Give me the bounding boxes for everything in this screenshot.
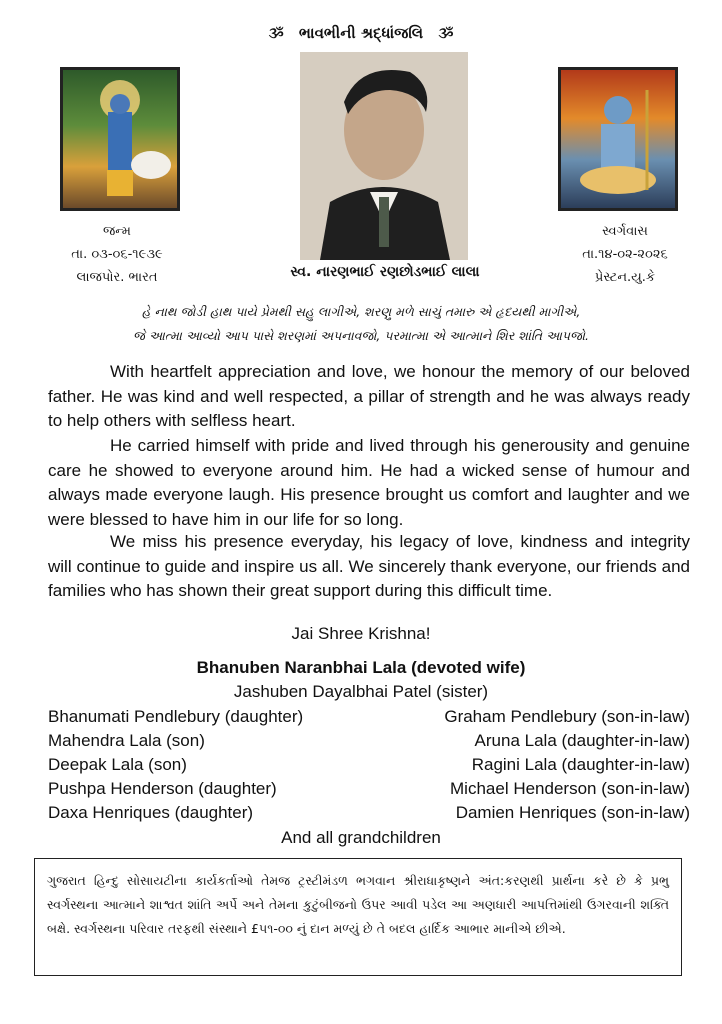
society-note-text: ગુજરાત હિન્દુ સોસાયટીના કાર્યકર્તાઓ તેમજ ટ્રસ્ટીમંડળ ભગવાન શ્રીરાધાકૃષ્ણને અંત:કરણથી પ્રાર્થના કરે છે કે પ્રભુ સ્વર્ગસ્થના આત્માને શાશ્વત શાંતિ અર્પે અને તેમના કુટુંબીજનો ઉપર આવી પડેલ આ અણધારી આપત્તિમાંથી ઉગરવાની શક્તિ બક્ષે. સ્વર્ગસ્થના પરિવાર તરફથી સંસ્થાને £૫૧-૦૦ નું દાન મળ્યું છે તે બદલ હાર્દિક આભાર માનીએ છીએ.	[47, 873, 669, 936]
prayer-line: જે આત્મા આવ્યો આપ પાસે શરણમાં અપનાવજો, પરમાત્મા એ આત્માને શિર શાંતિ આપજો.	[133, 328, 589, 343]
portrait-photo	[300, 52, 468, 260]
family-member: Damien Henriques (son-in-law)	[455, 803, 690, 822]
shiva-image	[558, 67, 678, 211]
grandchildren-line: And all grandchildren	[281, 828, 441, 847]
header-title: ભાવભીની શ્રદ્ધાંજલિ	[298, 24, 424, 42]
family-member: Mahendra Lala (son)	[48, 731, 205, 750]
tribute-paragraph	[48, 434, 690, 532]
family-row	[48, 803, 690, 823]
society-note-box	[34, 858, 682, 976]
family-member: Daxa Henriques (daughter)	[48, 803, 254, 822]
family-row	[48, 731, 690, 751]
paragraph-text: With heartfelt appreciation and love, we honour the memory of our beloved father. He was kind and well respected, a pillar of strength and he was always ready to help others with selfless heart.	[48, 362, 690, 431]
krishna-image	[60, 67, 180, 211]
paragraph-text: He carried himself with pride and lived through his generousity and genuine care he showed to everyone around him. He had a wicked sense of humour and always made everyone laugh. His presence brought us comfort and laughter and we were blessed to have him in our life for so long.	[48, 436, 690, 529]
family-member: Pushpa Henderson (daughter)	[48, 779, 277, 798]
birth-label: જન્મ	[103, 224, 131, 239]
prayer-line: હે નાથ જોડી હાથ પાયે પ્રેમથી સહુ લાગીએ, શરણુ મળે સાચું તમારુ એ હૃદયથી માગીએ,	[141, 304, 581, 319]
birth-date: તા. ૦૩-૦૬-૧૯૩૯	[71, 247, 163, 262]
page-header	[0, 24, 722, 42]
paragraph-text: We miss his presence everyday, his legacy of love, kindness and integrity will continue to guide and inspire us all. We sincerely thank everyone, our friends and families who has shown their great support during this difficult time.	[48, 532, 690, 601]
wife-name: Bhanuben Naranbhai Lala (devoted wife)	[196, 658, 526, 677]
family-member: Graham Pendlebury (son-in-law)	[444, 707, 690, 726]
birth-place: લાજપોર. ભારત	[76, 270, 158, 285]
closing-blessing: Jai Shree Krishna!	[291, 624, 431, 643]
family-member: Deepak Lala (son)	[48, 755, 187, 774]
death-date: તા.૧૪-૦૨-૨૦૨૬	[582, 247, 668, 262]
family-member: Ragini Lala (daughter-in-law)	[471, 755, 690, 774]
family-member: Aruna Lala (daughter-in-law)	[474, 731, 690, 750]
family-row	[48, 779, 690, 799]
tribute-paragraph	[48, 360, 690, 434]
family-row	[48, 755, 690, 775]
tribute-paragraph	[48, 530, 690, 604]
om-symbol-left: ૐ	[268, 26, 284, 42]
prayer-verse	[20, 300, 702, 348]
family-member: Michael Henderson (son-in-law)	[450, 779, 690, 798]
family-row	[48, 707, 690, 727]
death-info	[560, 220, 690, 289]
om-symbol-right: ૐ	[438, 26, 454, 42]
deceased-name: સ્વ. નારણભાઈ રણછોડભાઈ લાલા	[290, 264, 480, 280]
family-member: Bhanumati Pendlebury (daughter)	[48, 707, 304, 726]
death-label: સ્વર્ગવાસ	[602, 224, 648, 239]
death-place: પ્રેસ્ટન.યુ.કે	[594, 270, 656, 285]
sister-name: Jashuben Dayalbhai Patel (sister)	[233, 682, 489, 701]
birth-info	[40, 220, 194, 289]
